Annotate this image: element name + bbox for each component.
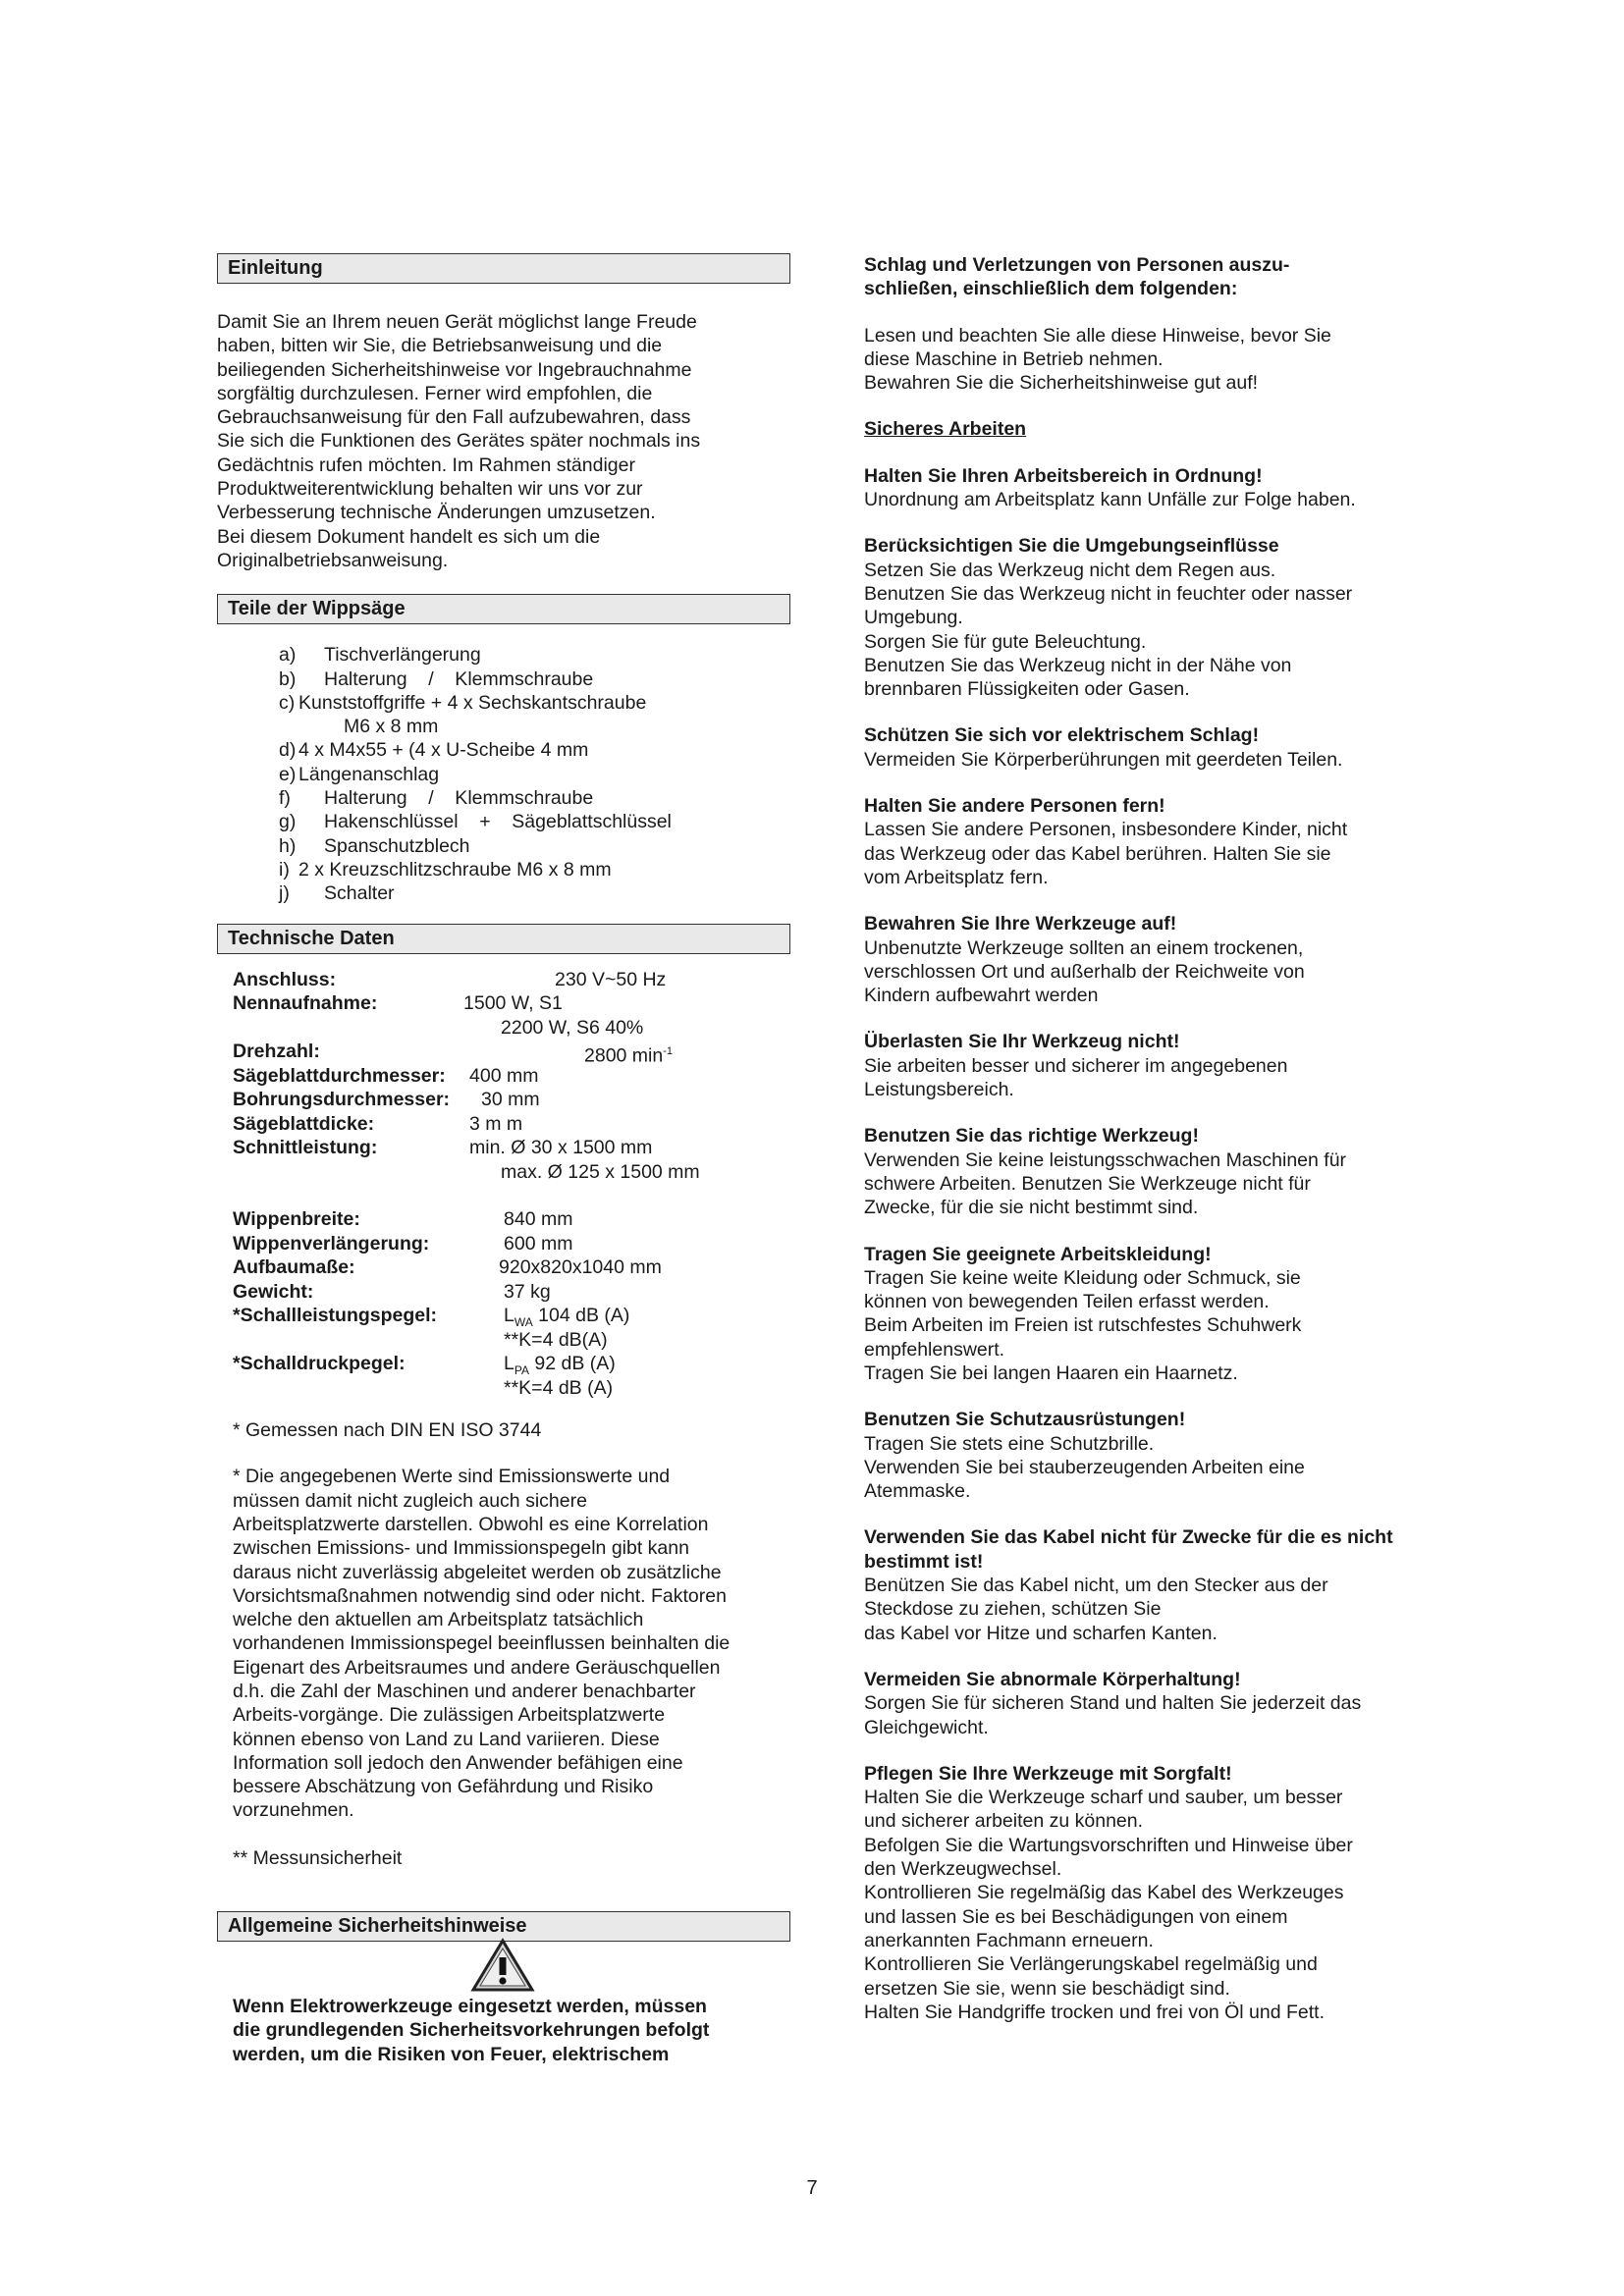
einleitung-line: sorgfältig durchzulesen. Ferner wird empfohlen, die [217,382,653,404]
spec-row [233,1160,790,1185]
parts-list-letter: f) [279,787,291,810]
parts-list-text: Spanschutzblech [324,834,470,857]
parts-list-letter: h) [279,834,297,857]
emission-note-line: zwischen Emissions- und Immissionspegeln gibt kann [233,1537,689,1560]
section-header-technische-daten: Technische Daten [217,924,790,954]
page-number: 7 [806,2177,818,2199]
einleitung-text [217,310,790,572]
parts-list-text: Tischverlängerung [324,644,481,667]
safety-rule-block [864,1243,1414,1386]
parts-list [279,643,790,905]
safety-rule-line: Vermeiden Sie Körperberührungen mit geerdeten Teilen. [864,748,1343,771]
warning-line: die grundlegenden Sicherheitsvorkehrungen befolgt [233,2019,710,2042]
emission-note-line: bessere Abschätzung von Gefährdung und Risiko [233,1776,654,1798]
emission-note-line: Information soll jedoch den Anwender befähigen eine [233,1751,683,1774]
safety-rule-line: Benützen Sie das Kabel nicht, um den Stecker aus der [864,1575,1328,1597]
safety-rule-heading: Vermeiden Sie abnormale Körperhaltung! [864,1668,1241,1690]
safety-rule-line: verschlossen Ort und außerhalb der Reichweite von [864,960,1305,983]
safety-rule-line: Unordnung am Arbeitsplatz kann Unfälle zur Folge haben. [864,489,1356,511]
safety-rule-line: empfehlenswert. [864,1338,1005,1361]
parts-list-item [279,763,790,786]
emission-note-line: welche den aktuellen am Arbeitsplatz tatsächlich [233,1609,644,1631]
safety-rule-block [864,912,1414,1007]
einleitung-line: beiliegenden Sicherheitshinweise vor Ingebrauchnahme [217,358,692,381]
safety-rule-line: Tragen Sie keine weite Kleidung oder Schmuck, sie [864,1266,1301,1289]
safety-rule-heading: Bewahren Sie Ihre Werkzeuge auf! [864,913,1177,935]
parts-list-letter: d) [279,739,297,762]
einleitung-line: Sie sich die Funktionen des Gerätes später nochmals ins [217,430,701,453]
intro-bold-line: schließen, einschließlich dem folgenden: [864,278,1238,300]
safety-rule-line: Setzen Sie das Werkzeug nicht dem Regen aus. [864,559,1276,581]
section-header-einleitung: Einleitung [217,253,790,284]
spec-label: Aufbaumaße: [233,1256,355,1279]
emission-note-line: müssen damit nicht zugleich auch sichere [233,1489,587,1512]
warning-triangle-icon [470,1938,535,1993]
einleitung-line: Bei diesem Dokument handelt es sich um die [217,525,601,548]
tech-specs-table [233,968,790,1185]
safety-rule-line: Benutzen Sie das Werkzeug nicht in der Nähe von [864,654,1292,676]
safety-rule-heading: Schützen Sie sich vor elektrischem Schlag! [864,724,1260,747]
intro-line: diese Maschine in Betrieb nehmen. [864,347,1164,370]
spec-value: 1500 W, S1 [463,992,563,1015]
safety-rule-line: Halten Sie die Werkzeuge scharf und sauber, um besser [864,1787,1343,1809]
safety-rule-line: ersetzen Sie sie, wenn sie beschädigt sind. [864,1977,1230,2000]
einleitung-line: Verbesserung technische Änderungen umzusetzen. [217,502,656,524]
parts-list-item [279,691,790,715]
spec-row [233,1040,790,1067]
spec-value: 840 mm [504,1208,573,1231]
safety-rule-line: Sie arbeiten besser und sicherer im angegebenen [864,1054,1288,1077]
parts-list-item [279,834,790,858]
spec-value-prefix: L [504,1353,514,1375]
spec-value: 3 m m [469,1112,523,1135]
spec-value: 920x820x1040 mm [499,1256,662,1279]
emission-note-line: Arbeitsplatzwerte darstellen. Obwohl es eine Korrelation [233,1513,709,1535]
safety-rule-heading: Tragen Sie geeignete Arbeitskleidung! [864,1243,1212,1265]
safety-rule-line: anerkannten Fachmann erneuern. [864,1929,1154,1951]
einleitung-line: Produktweiterentwicklung behalten wir uns vor zur [217,478,643,501]
spec-row [233,1112,790,1137]
intro-line: Lesen und beachten Sie alle diese Hinweise, bevor Sie [864,324,1331,347]
emission-note-line: Eigenart des Arbeitsraumes und andere Geräuschquellen [233,1656,721,1679]
safety-rule-heading: Pflegen Sie Ihre Werkzeuge mit Sorgfalt! [864,1762,1232,1785]
emission-note-line: vorzunehmen. [233,1799,354,1822]
spec-label: Wippenbreite: [233,1208,360,1231]
spec-row [233,991,790,1016]
safety-rule-line: Verwenden Sie bei stauberzeugenden Arbeiten eine [864,1456,1305,1478]
safety-rule-line: das Werkzeug oder das Kabel berühren. Halten Sie sie [864,842,1331,865]
safety-rule-block [864,1030,1414,1101]
spec-value: min. Ø 30 x 1500 mm [469,1137,653,1159]
parts-list-letter: a) [279,644,297,667]
einleitung-line: Damit Sie an Ihrem neuen Gerät möglichst lange Freude [217,311,697,333]
safety-rule-block [864,1124,1414,1219]
safety-rule-line: Gleichgewicht. [864,1716,989,1738]
safety-rule-block [864,1668,1414,1739]
safety-rule-heading: Benutzen Sie Schutzausrüstungen! [864,1409,1186,1431]
parts-list-text: 4 x M4x55 + (4 x U-Scheibe 4 mm [298,739,589,762]
tech-specs-table-2 [233,1207,790,1400]
parts-list-letter: c) [279,691,296,714]
intro-line: Bewahren Sie die Sicherheitshinweise gut auf! [864,372,1259,395]
emission-note-line: Vorsichtsmaßnahmen notwendig sind oder nicht. Faktoren [233,1584,727,1607]
measurement-uncertainty: ** Messunsicherheit [233,1846,403,1869]
safety-rule-line: Befolgen Sie die Wartungsvorschriften und Hinweise über [864,1834,1353,1856]
emission-note-line: * Die angegebenen Werte sind Emissionswerte und [233,1466,671,1488]
subheading-sicheres-arbeiten: Sicheres Arbeiten [864,418,1027,441]
emission-note-line: d.h. die Zahl der Maschinen und anderer benachbarter [233,1681,696,1702]
section-header-allgemeine: Allgemeine Sicherheitshinweise [217,1911,790,1942]
safety-rule-line: Kindern aufbewahrt werden [864,985,1099,1007]
safety-rule-line: Benutzen Sie das Werkzeug nicht in feuchter oder nasser [864,582,1353,605]
safety-rules [864,464,1414,2024]
parts-list-text: Halterung / Klemmschraube [324,667,594,690]
safety-rule-block [864,1525,1414,1644]
parts-list-item [279,858,790,881]
spec-value: **K=4 dB(A) [504,1328,608,1351]
warning-line: werden, um die Risiken von Feuer, elektrischem [233,2043,670,2065]
safety-rule-line: den Werkzeugwechsel. [864,1858,1062,1881]
parts-list-item [279,810,790,833]
parts-list-letter: i) [279,858,290,881]
emission-note-line: können ebenso von Land zu Land variieren. Diese [233,1728,660,1750]
safety-rule-line: Unbenutzte Werkzeuge sollten an einem trockenen, [864,936,1304,959]
spec-value: 400 mm [469,1064,539,1087]
safety-rule-heading: Überlasten Sie Ihr Werkzeug nicht! [864,1031,1180,1053]
parts-list-text: Kunststoffgriffe + 4 x Sechskantschraube [298,691,647,714]
intro-bold-line: Schlag und Verletzungen von Personen auszu- [864,254,1290,276]
einleitung-line: Gedächtnis rufen möchten. Im Rahmen ständiger [217,454,635,476]
parts-list-item [279,881,790,905]
safety-rule-block [864,534,1414,701]
spec-value-prefix: L [504,1305,514,1327]
spec-row [233,1376,790,1401]
parts-list-text: Längenanschlag [298,763,440,785]
safety-rule-heading: Berücksichtigen Sie die Umgebungseinflüsse [864,535,1279,558]
safety-rule-heading: Verwenden Sie das Kabel nicht für Zwecke für die es nicht bestimmt ist! [864,1526,1393,1573]
safety-rule-line: Kontrollieren Sie Verlängerungskabel regelmäßig und [864,1953,1318,1976]
spec-value-subscript: WA [514,1314,533,1329]
spec-label: Schnittleistung: [233,1137,378,1159]
spec-value: 230 V~50 Hz [555,968,667,990]
safety-rule-line: vom Arbeitsplatz fern. [864,866,1049,888]
parts-list-item [279,738,790,762]
spec-label: Gewicht: [233,1280,314,1303]
safety-rule-line: schwere Arbeiten. Benutzen Sie Werkzeuge nicht für [864,1172,1311,1195]
safety-rule-line: Atemmaske. [864,1480,971,1503]
parts-list-item [279,715,790,738]
parts-list-text: M6 x 8 mm [344,716,439,738]
spec-row [233,1280,790,1305]
safety-rule-line: Halten Sie Handgriffe trocken und frei von Öl und Fett. [864,2001,1325,2023]
einleitung-line: haben, bitten wir Sie, die Betriebsanweisung und die [217,335,663,357]
safety-rule-block [864,1408,1414,1503]
left-column [217,253,790,2066]
section-header-teile: Teile der Wippsäge [217,594,790,624]
safety-intro-bold [864,253,1414,301]
spec-row [233,1088,790,1112]
parts-list-text: Hakenschlüssel + Sägeblattschlüssel [324,811,672,833]
spec-label: Sägeblattdicke: [233,1112,375,1135]
spec-value: 2200 W, S6 40% [501,1016,644,1039]
safety-rule-block [864,794,1414,889]
warning-line: Wenn Elektrowerkzeuge eingesetzt werden, müssen [233,1996,707,2018]
spec-label: Drehzahl: [233,1041,320,1063]
safety-rule-heading: Halten Sie andere Personen fern! [864,795,1165,818]
spec-value: 37 kg [504,1280,551,1303]
safety-rule-line: Lassen Sie andere Personen, insbesondere Kinder, nicht [864,819,1348,841]
safety-rule-line: Beim Arbeiten im Freien ist rutschfestes Schuhwerk [864,1314,1302,1337]
parts-list-item [279,786,790,810]
spec-value: 600 mm [504,1232,573,1255]
safety-rule-line: und sicherer arbeiten zu können. [864,1810,1144,1833]
rpm-superscript: -1 [663,1045,673,1058]
parts-list-letter: j) [279,882,290,905]
safety-rule-heading: Halten Sie Ihren Arbeitsbereich in Ordnung! [864,464,1263,487]
warning-intro [233,1995,790,2066]
safety-rule-line: und lassen Sie es bei Beschädigungen von einem [864,1905,1288,1928]
spec-row [233,1064,790,1089]
measurement-standard: * Gemessen nach DIN EN ISO 3744 [233,1419,542,1442]
safety-rule-line: Zwecke, für die sie nicht bestimmt sind. [864,1197,1199,1219]
spec-row [233,1255,790,1280]
spec-label: Sägeblattdurchmesser: [233,1064,446,1087]
parts-list-text: Schalter [324,882,395,905]
parts-list-letter: b) [279,667,297,690]
spec-value: 30 mm [481,1089,540,1111]
spec-value-text: 2800 min [584,1044,664,1067]
spec-row [233,1352,790,1376]
spec-row [233,1016,790,1041]
safety-rule-line: Kontrollieren Sie regelmäßig das Kabel des Werkzeuges [864,1882,1344,1904]
safety-intro-text [864,324,1414,396]
safety-rule-line: Sorgen Sie für sicheren Stand und halten Sie jederzeit das [864,1692,1362,1715]
einleitung-line: Gebrauchsanweisung für den Fall aufzubewahren, dass [217,406,691,429]
safety-rule-heading: Benutzen Sie das richtige Werkzeug! [864,1125,1199,1148]
parts-list-item [279,667,790,691]
safety-rule-line: brennbaren Flüssigkeiten oder Gasen. [864,678,1190,701]
spec-row [233,1328,790,1353]
spec-row [233,968,790,992]
parts-list-letter: e) [279,763,297,785]
spec-row [233,1304,790,1328]
spec-row [233,1136,790,1160]
spec-row [233,1232,790,1256]
safety-rule-line: Tragen Sie bei langen Haaren ein Haarnetz. [864,1362,1238,1384]
spec-label: Wippenverlängerung: [233,1232,430,1255]
safety-rule-block [864,723,1414,772]
right-column [864,253,1414,2047]
spec-value-text: 92 dB (A) [528,1353,616,1375]
safety-rule-line: können von bewegenden Teilen erfasst werden. [864,1291,1270,1313]
parts-list-text: 2 x Kreuzschlitzschraube M6 x 8 mm [298,858,612,881]
spec-row [233,1207,790,1232]
emission-note-line: vorhandenen Immissionspegel beeinflussen beinhalten die [233,1632,731,1655]
spec-value: max. Ø 125 x 1500 mm [501,1160,700,1183]
parts-list-text: Halterung / Klemmschraube [324,787,594,810]
spec-label: Bohrungsdurchmesser: [233,1089,451,1111]
spec-label: Anschluss: [233,968,337,990]
safety-rule-line: Umgebung. [864,607,963,629]
safety-rule-line: das Kabel vor Hitze und scharfen Kanten. [864,1622,1218,1644]
emission-note-line: daraus nicht zuverlässig abgeleitet werden ob zusätzliche [233,1561,722,1583]
spec-value-text: 104 dB (A) [532,1305,630,1327]
spec-label: Nennaufnahme: [233,992,378,1015]
safety-rule-line: Sorgen Sie für gute Beleuchtung. [864,630,1147,653]
safety-rule-line: Verwenden Sie keine leistungsschwachen Maschinen für [864,1148,1347,1171]
safety-rule-line: Tragen Sie stets eine Schutzbrille. [864,1432,1155,1455]
parts-list-letter: g) [279,811,297,833]
parts-list-item [279,643,790,667]
safety-rule-block [864,464,1414,512]
einleitung-line: Originalbetriebsanweisung. [217,549,449,571]
safety-rule-line: Steckdose zu ziehen, schützen Sie [864,1598,1162,1621]
spec-value-subscript: PA [514,1362,529,1377]
spec-label: *Schallleistungspegel: [233,1305,438,1327]
spec-value: **K=4 dB (A) [504,1376,614,1399]
emission-note [233,1465,790,1822]
spec-label: *Schalldruckpegel: [233,1353,406,1375]
emission-note-line: Arbeits-vorgänge. Die zulässigen Arbeitsplatzwerte [233,1704,666,1727]
safety-rule-line: Leistungsbereich. [864,1079,1014,1101]
safety-rule-block [864,1762,1414,2024]
